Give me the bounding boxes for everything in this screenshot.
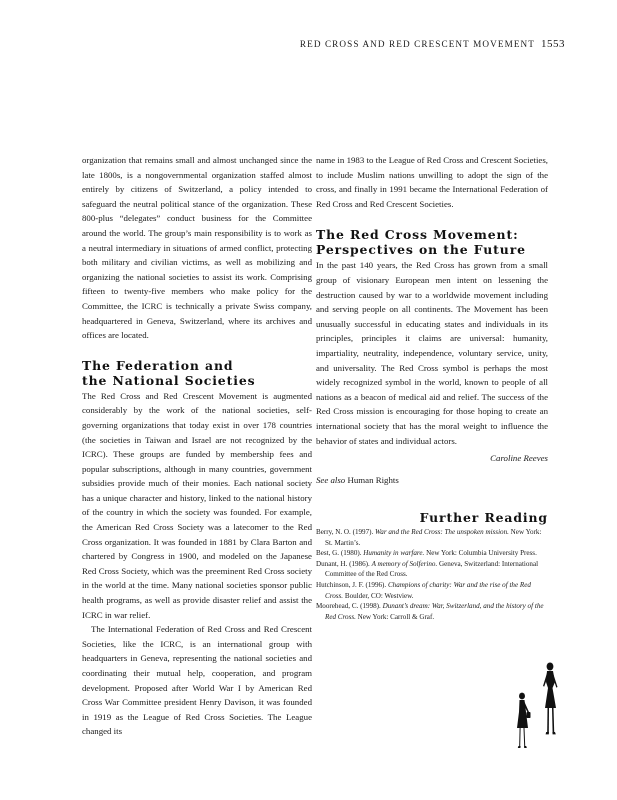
decorative-figures-illustration <box>512 662 568 770</box>
heading-line: the National Societies <box>82 372 256 388</box>
body-paragraph: In the past 140 years, the Red Cross has grown from a small group of visionary European men intent on lessening the destruction caused by war to a worldwide movement including and serving people on all continents. The Movement has been unusually successful in educating states and individuals in its principles, principles it claims are universal: humanity, impartiality, neutrality, independence, voluntary service, unity, and universality. The Red Cross symbol is perhaps the most widely recognized symbol in the world, known to people of all nations as a beacon of medical aid and relief. The success of the Red Cross mission is encouraging for those hoping to create an international society that has the moral weight to influence the behavior of states and individual actors. <box>316 260 548 446</box>
left-column <box>82 153 312 739</box>
reference-item: Berry, N. O. (1997). War and the Red Cross: The unspoken mission. New York: St. Martin’s. <box>316 528 542 547</box>
figure-woman-icon <box>517 693 531 748</box>
reference-item: Hutchinson, J. F. (1996). Champions of charity: War and the rise of the Red Cross. Boulder, CO: Westview. <box>316 581 531 600</box>
body-paragraph: The International Federation of Red Cross and Red Crescent Societies, like the ICRC, is an international group with headquarters in Geneva, representing the national societies and coordinating their mutual help, cooperation, and program development. Proposed after World War I by American Red Cross War Committee president Henry Davison, it was founded in 1919 as the League of Red Cross Societies. The League changed its <box>82 624 312 737</box>
heading-line: The Federation and <box>82 357 234 373</box>
reference-list <box>316 527 548 622</box>
reference-item: Best, G. (1980). Humanity in warfare. New York: Columbia University Press. <box>316 549 537 558</box>
see-also <box>316 475 548 485</box>
reference-item: Moorehead, C. (1998). Dunant’s dream: War, Switzerland, and the history of the Red Cross. New York: Carroll & Graf. <box>316 602 544 621</box>
heading-line: Perspectives on the Future <box>316 242 526 258</box>
body-paragraph: The Red Cross and Red Crescent Movement is augmented considerably by the work of the national societies, self-governing organizations that today exist in over 178 countries (the societies in Taiwan and Israel are not recognized by the ICRC). These groups are funded by membership fees and popular subscriptions, although in many countries, government subsidies provide much of their monies. Each national society has a unique character and history, linked to the national history of the country in which the society was founded. For example, the American Red Cross Society was a latecomer to the Red Cross organization. It was founded in 1881 by Clara Barton and chartered by Congress in 1900, and modeled on the Japanese Red Cross Society, which was the preeminent Red Cross society in the world at the time. Many national societies sponsor public health programs, as well as provide disaster relief and assist the ICRC in war relief. <box>82 390 312 620</box>
page-number: 1553 <box>541 38 565 50</box>
reference-item: Dunant, H. (1986). A memory of Solferino. Geneva, Switzerland: International Committee of the Red Cross. <box>316 559 539 579</box>
running-head <box>300 38 565 50</box>
section-heading-federation <box>82 358 312 388</box>
heading-line: The Red Cross Movement: <box>316 227 519 243</box>
author-signature: Caroline Reeves <box>490 453 548 464</box>
further-reading-heading: Further Reading <box>419 510 548 526</box>
right-column <box>316 153 548 622</box>
see-also-link[interactable]: Human Rights <box>347 475 399 486</box>
running-head-title: RED CROSS AND RED CRESCENT MOVEMENT <box>299 39 535 49</box>
figure-woman-tall-icon <box>543 663 558 735</box>
body-paragraph: organization that remains small and almost unchanged since the late 1800s, is a nongovernmental organization staffed almost entirely by citizens of Switzerland, a policy intended to safeguard the neutral political stance of the organization. These 800-plus “delegates” conduct business for the Committee around the world. The group’s main responsibility is to work as a neutral intermediary in situations of armed conflict, protecting both military and civilian victims, as well as mobilizing and organizing the national societies to assist its work. Comprising fifteen to twenty-five members who make policy for the Committee, the ICRC is technically a private Swiss company, headquartered in Geneva, Switzerland, where its archives and offices are located. <box>82 155 312 341</box>
body-paragraph: name in 1983 to the League of Red Cross and Crescent Societies, to include Muslim nations unwilling to adopt the sign of the cross, and finally in 1991 became the International Federation of Red Cross and Red Crescent Societies. <box>316 155 548 209</box>
section-heading-future <box>316 227 548 257</box>
see-also-label: See also <box>316 475 346 486</box>
